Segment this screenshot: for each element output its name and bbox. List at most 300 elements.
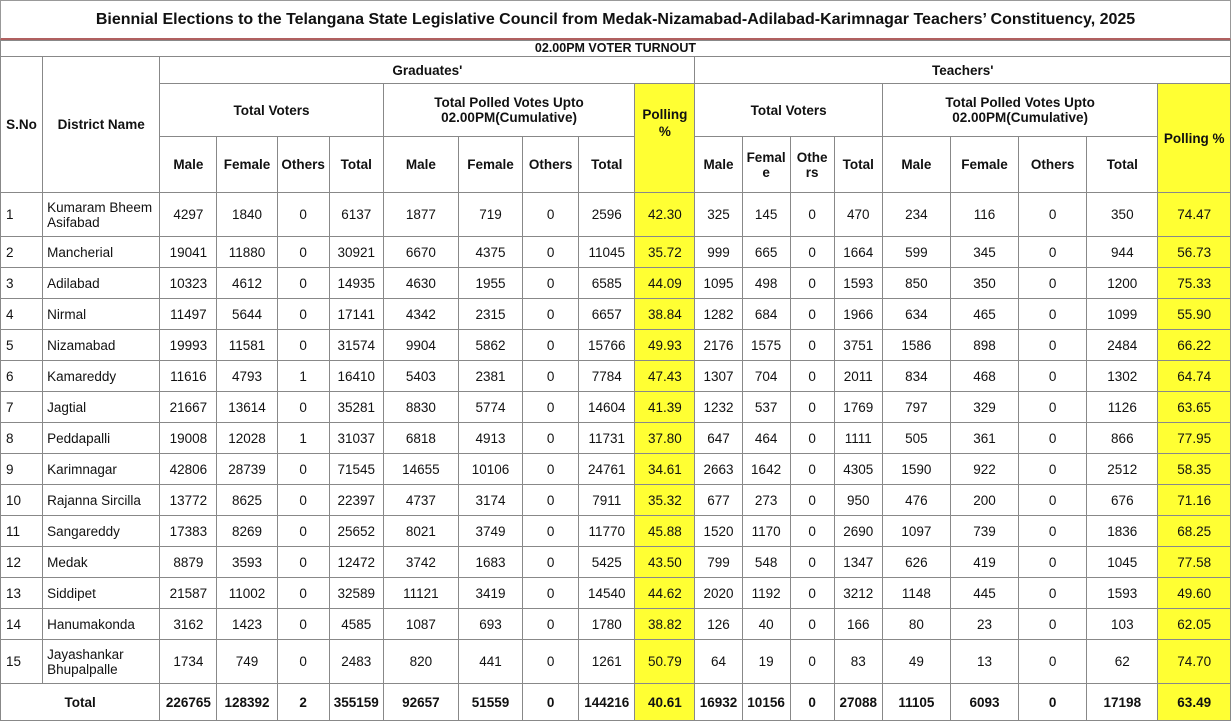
teach-value: 0 <box>790 578 834 609</box>
row-district: Nirmal <box>43 299 160 330</box>
teach-value: 476 <box>882 485 950 516</box>
teach-polling-value: 74.70 <box>1158 640 1231 684</box>
row-sno: 13 <box>1 578 43 609</box>
grad-value: 4630 <box>383 268 458 299</box>
grad-value: 6137 <box>329 193 383 237</box>
teach-value: 1575 <box>742 330 790 361</box>
teach-value: 866 <box>1087 423 1158 454</box>
table-row <box>1 423 1231 454</box>
col-header: Male <box>882 137 950 193</box>
teach-polled-line1: Total Polled Votes Upto <box>945 95 1095 110</box>
teach-polling-value: 68.25 <box>1158 516 1231 547</box>
teach-polling-value: 71.16 <box>1158 485 1231 516</box>
row-sno: 7 <box>1 392 43 423</box>
teach-value: 850 <box>882 268 950 299</box>
teach-value: 0 <box>790 485 834 516</box>
teach-value: 1232 <box>695 392 742 423</box>
teach-value: 0 <box>790 193 834 237</box>
grad-value: 14540 <box>579 578 635 609</box>
grad-value: 2315 <box>458 299 522 330</box>
teach-value: 834 <box>882 361 950 392</box>
teach-value: 1111 <box>834 423 882 454</box>
grad-value: 31574 <box>329 330 383 361</box>
teach-value: 0 <box>1019 330 1087 361</box>
row-sno: 4 <box>1 299 43 330</box>
teach-polling-value: 77.58 <box>1158 547 1231 578</box>
grad-total-value: 51559 <box>458 684 522 721</box>
teach-value: 3751 <box>834 330 882 361</box>
teach-value: 0 <box>790 454 834 485</box>
teach-value: 0 <box>1019 268 1087 299</box>
grad-value: 0 <box>277 454 329 485</box>
grad-value: 14604 <box>579 392 635 423</box>
teach-value: 13 <box>950 640 1018 684</box>
row-sno: 11 <box>1 516 43 547</box>
teach-value: 704 <box>742 361 790 392</box>
teach-value: 200 <box>950 485 1018 516</box>
grad-value: 0 <box>523 640 579 684</box>
grad-value: 1423 <box>217 609 277 640</box>
grad-value: 4612 <box>217 268 277 299</box>
teachers-header: Teachers' <box>695 57 1231 84</box>
grad-value: 0 <box>523 330 579 361</box>
grad-value: 1 <box>277 361 329 392</box>
teach-value: 0 <box>790 237 834 268</box>
teach-value: 465 <box>950 299 1018 330</box>
grad-value: 31037 <box>329 423 383 454</box>
grad-value: 0 <box>523 516 579 547</box>
teach-value: 677 <box>695 485 742 516</box>
grad-polling-value: 41.39 <box>635 392 695 423</box>
teach-value: 0 <box>1019 193 1087 237</box>
col-header: Male <box>383 137 458 193</box>
grad-value: 19041 <box>160 237 217 268</box>
row-district: Mancherial <box>43 237 160 268</box>
grad-value: 3174 <box>458 485 522 516</box>
grad-value: 10323 <box>160 268 217 299</box>
teach-value: 0 <box>790 547 834 578</box>
teach-value: 1170 <box>742 516 790 547</box>
teach-total-value: 10156 <box>742 684 790 721</box>
grad-value: 0 <box>523 237 579 268</box>
teach-value: 1099 <box>1087 299 1158 330</box>
teach-value: 647 <box>695 423 742 454</box>
grad-total-value: 2 <box>277 684 329 721</box>
grad-value: 8269 <box>217 516 277 547</box>
teach-value: 1642 <box>742 454 790 485</box>
teach-value: 1836 <box>1087 516 1158 547</box>
row-sno: 1 <box>1 193 43 237</box>
grad-value: 820 <box>383 640 458 684</box>
row-district: Jagtial <box>43 392 160 423</box>
teach-value: 944 <box>1087 237 1158 268</box>
teach-value: 464 <box>742 423 790 454</box>
teach-polling-header: Polling % <box>1158 84 1231 193</box>
teach-value: 498 <box>742 268 790 299</box>
grad-value: 0 <box>523 547 579 578</box>
teach-value: 445 <box>950 578 1018 609</box>
table-row <box>1 454 1231 485</box>
teach-polling-value: 75.33 <box>1158 268 1231 299</box>
grad-value: 0 <box>277 578 329 609</box>
teach-polled-header <box>882 84 1158 137</box>
grad-value: 14935 <box>329 268 383 299</box>
table-row <box>1 547 1231 578</box>
grad-value: 0 <box>523 609 579 640</box>
teach-value: 2011 <box>834 361 882 392</box>
row-district: Karimnagar <box>43 454 160 485</box>
teach-value: 676 <box>1087 485 1158 516</box>
grad-value: 6670 <box>383 237 458 268</box>
teach-value: 1966 <box>834 299 882 330</box>
grad-value: 0 <box>523 392 579 423</box>
teach-value: 1307 <box>695 361 742 392</box>
row-sno: 15 <box>1 640 43 684</box>
grad-value: 13614 <box>217 392 277 423</box>
grad-value: 16410 <box>329 361 383 392</box>
row-sno: 9 <box>1 454 43 485</box>
row-district: Jayashankar Bhupalpalle <box>43 640 160 684</box>
teach-value: 4305 <box>834 454 882 485</box>
grad-value: 5644 <box>217 299 277 330</box>
teach-value: 898 <box>950 330 1018 361</box>
grad-polling-value: 34.61 <box>635 454 695 485</box>
teach-value: 1664 <box>834 237 882 268</box>
grad-value: 7911 <box>579 485 635 516</box>
grad-value: 6657 <box>579 299 635 330</box>
row-district: Rajanna Sircilla <box>43 485 160 516</box>
grad-value: 4342 <box>383 299 458 330</box>
teach-polled-line2: 02.00PM(Cumulative) <box>952 110 1088 125</box>
teach-polling-value: 63.65 <box>1158 392 1231 423</box>
grad-value: 3749 <box>458 516 522 547</box>
grad-total-value: 92657 <box>383 684 458 721</box>
grad-value: 5403 <box>383 361 458 392</box>
table-row <box>1 237 1231 268</box>
teach-value: 599 <box>882 237 950 268</box>
teach-value: 325 <box>695 193 742 237</box>
teach-value: 797 <box>882 392 950 423</box>
grad-value: 0 <box>277 516 329 547</box>
grad-value: 0 <box>523 578 579 609</box>
row-district: Kamareddy <box>43 361 160 392</box>
grad-value: 0 <box>277 237 329 268</box>
table-row <box>1 361 1231 392</box>
teach-value: 1593 <box>834 268 882 299</box>
teach-value: 0 <box>1019 392 1087 423</box>
table-row <box>1 193 1231 237</box>
grad-polling-value: 38.82 <box>635 609 695 640</box>
grad-polling-value: 44.09 <box>635 268 695 299</box>
grad-value: 0 <box>277 609 329 640</box>
row-sno: 14 <box>1 609 43 640</box>
teach-value: 922 <box>950 454 1018 485</box>
teach-value: 0 <box>1019 485 1087 516</box>
table-row <box>1 609 1231 640</box>
subtitle: 02.00PM VOTER TURNOUT <box>1 41 1231 57</box>
grad-value: 17383 <box>160 516 217 547</box>
grad-value: 0 <box>277 193 329 237</box>
grad-polling-value: 49.93 <box>635 330 695 361</box>
row-district: Adilabad <box>43 268 160 299</box>
grad-value: 0 <box>277 268 329 299</box>
teach-total-value: 6093 <box>950 684 1018 721</box>
teach-polling-value: 55.90 <box>1158 299 1231 330</box>
col-header: Female <box>217 137 277 193</box>
teach-value: 83 <box>834 640 882 684</box>
row-sno: 5 <box>1 330 43 361</box>
teach-polling-value: 62.05 <box>1158 609 1231 640</box>
grad-value: 8879 <box>160 547 217 578</box>
teach-value: 0 <box>790 392 834 423</box>
teach-value: 0 <box>1019 640 1087 684</box>
teach-value: 1192 <box>742 578 790 609</box>
table-row <box>1 299 1231 330</box>
col-header: Female <box>458 137 522 193</box>
teach-value: 950 <box>834 485 882 516</box>
teach-value: 350 <box>950 268 1018 299</box>
grad-value: 2381 <box>458 361 522 392</box>
grad-value: 21587 <box>160 578 217 609</box>
teach-value: 361 <box>950 423 1018 454</box>
grad-value: 25652 <box>329 516 383 547</box>
teach-value: 1593 <box>1087 578 1158 609</box>
teach-value: 350 <box>1087 193 1158 237</box>
grad-value: 71545 <box>329 454 383 485</box>
teach-value: 0 <box>790 268 834 299</box>
col-header: Others <box>277 137 329 193</box>
district-header: District Name <box>43 57 160 193</box>
teach-polling-value: 58.35 <box>1158 454 1231 485</box>
grad-value: 719 <box>458 193 522 237</box>
grad-value: 3419 <box>458 578 522 609</box>
col-header: Total <box>834 137 882 193</box>
teach-value: 665 <box>742 237 790 268</box>
teach-value: 634 <box>882 299 950 330</box>
grad-value: 8021 <box>383 516 458 547</box>
grad-value: 14655 <box>383 454 458 485</box>
teach-value: 505 <box>882 423 950 454</box>
grad-value: 0 <box>277 392 329 423</box>
row-district: Hanumakonda <box>43 609 160 640</box>
col-header: Femal e <box>742 137 790 193</box>
grad-polling-value: 38.84 <box>635 299 695 330</box>
teach-value: 1347 <box>834 547 882 578</box>
teach-value: 0 <box>790 640 834 684</box>
teach-total-value: 27088 <box>834 684 882 721</box>
grad-value: 6818 <box>383 423 458 454</box>
grad-value: 11581 <box>217 330 277 361</box>
grad-value: 1087 <box>383 609 458 640</box>
graduates-header: Graduates' <box>160 57 695 84</box>
teach-polling-value: 64.74 <box>1158 361 1231 392</box>
grad-value: 21667 <box>160 392 217 423</box>
teach-value: 0 <box>1019 578 1087 609</box>
teach-value: 2484 <box>1087 330 1158 361</box>
grad-value: 17141 <box>329 299 383 330</box>
grad-value: 28739 <box>217 454 277 485</box>
row-district: Sangareddy <box>43 516 160 547</box>
teach-polling-value: 56.73 <box>1158 237 1231 268</box>
row-sno: 2 <box>1 237 43 268</box>
teach-total-value: 0 <box>1019 684 1087 721</box>
grad-value: 19008 <box>160 423 217 454</box>
teach-value: 799 <box>695 547 742 578</box>
grad-polling-value: 43.50 <box>635 547 695 578</box>
grad-value: 19993 <box>160 330 217 361</box>
teach-value: 1097 <box>882 516 950 547</box>
row-sno: 12 <box>1 547 43 578</box>
teach-value: 419 <box>950 547 1018 578</box>
grad-value: 749 <box>217 640 277 684</box>
grad-value: 0 <box>277 299 329 330</box>
grad-value: 30921 <box>329 237 383 268</box>
grad-value: 22397 <box>329 485 383 516</box>
grad-polling-header: Polling % <box>635 84 695 193</box>
grad-value: 11497 <box>160 299 217 330</box>
grad-value: 3162 <box>160 609 217 640</box>
grad-value: 7784 <box>579 361 635 392</box>
grad-total-value: 226765 <box>160 684 217 721</box>
teach-total-voters-header: Total Voters <box>695 84 882 137</box>
teach-value: 329 <box>950 392 1018 423</box>
grad-value: 4737 <box>383 485 458 516</box>
grad-value: 0 <box>277 330 329 361</box>
grad-value: 32589 <box>329 578 383 609</box>
teach-value: 0 <box>790 423 834 454</box>
grad-value: 0 <box>277 640 329 684</box>
grad-value: 4585 <box>329 609 383 640</box>
grad-polled-header <box>383 84 635 137</box>
col-header: Male <box>160 137 217 193</box>
col-header: Total <box>329 137 383 193</box>
teach-total-value: 17198 <box>1087 684 1158 721</box>
col-header: Others <box>1019 137 1087 193</box>
grad-value: 11045 <box>579 237 635 268</box>
teach-value: 23 <box>950 609 1018 640</box>
row-sno: 10 <box>1 485 43 516</box>
grad-polling-value: 44.62 <box>635 578 695 609</box>
grad-value: 0 <box>523 299 579 330</box>
teach-value: 345 <box>950 237 1018 268</box>
grad-value: 1780 <box>579 609 635 640</box>
grad-value: 10106 <box>458 454 522 485</box>
row-district: Siddipet <box>43 578 160 609</box>
col-header: Female <box>950 137 1018 193</box>
teach-value: 684 <box>742 299 790 330</box>
grad-value: 4793 <box>217 361 277 392</box>
teach-value: 470 <box>834 193 882 237</box>
grad-value: 693 <box>458 609 522 640</box>
table-row <box>1 392 1231 423</box>
teach-value: 49 <box>882 640 950 684</box>
col-header: Male <box>695 137 742 193</box>
grad-polling-value: 45.88 <box>635 516 695 547</box>
grad-value: 42806 <box>160 454 217 485</box>
row-sno: 3 <box>1 268 43 299</box>
teach-value: 999 <box>695 237 742 268</box>
table-row <box>1 578 1231 609</box>
teach-value: 1590 <box>882 454 950 485</box>
grad-value: 0 <box>523 361 579 392</box>
grad-value: 1 <box>277 423 329 454</box>
grad-polled-line1: Total Polled Votes Upto <box>434 95 584 110</box>
table-row <box>1 640 1231 684</box>
grad-value: 1840 <box>217 193 277 237</box>
table-row <box>1 330 1231 361</box>
grad-total-value: 355159 <box>329 684 383 721</box>
teach-total-value: 16932 <box>695 684 742 721</box>
teach-value: 40 <box>742 609 790 640</box>
teach-total-value: 0 <box>790 684 834 721</box>
grad-value: 2483 <box>329 640 383 684</box>
report-title: Biennial Elections to the Telangana State Legislative Council from Medak-Nizamabad-Adilabad-Karimnagar Teachers’ Constituency, 2025 <box>0 0 1231 40</box>
teach-polling-value: 49.60 <box>1158 578 1231 609</box>
grad-polling-value: 35.72 <box>635 237 695 268</box>
teach-polling-value: 77.95 <box>1158 423 1231 454</box>
teach-value: 2690 <box>834 516 882 547</box>
sno-header: S.No <box>1 57 43 193</box>
col-header: Others <box>523 137 579 193</box>
grad-total-value: 128392 <box>217 684 277 721</box>
teach-value: 626 <box>882 547 950 578</box>
grad-polling-value: 50.79 <box>635 640 695 684</box>
teach-value: 0 <box>1019 237 1087 268</box>
table-row <box>1 516 1231 547</box>
teach-value: 166 <box>834 609 882 640</box>
total-row <box>1 684 1231 721</box>
col-header: Total <box>1087 137 1158 193</box>
teach-value: 0 <box>1019 547 1087 578</box>
teach-polling-value: 74.47 <box>1158 193 1231 237</box>
grad-value: 1877 <box>383 193 458 237</box>
teach-value: 0 <box>1019 423 1087 454</box>
teach-value: 19 <box>742 640 790 684</box>
row-sno: 8 <box>1 423 43 454</box>
teach-value: 1126 <box>1087 392 1158 423</box>
teach-value: 0 <box>790 330 834 361</box>
row-district: Kumaram Bheem Asifabad <box>43 193 160 237</box>
grad-polling-value: 42.30 <box>635 193 695 237</box>
teach-value: 1148 <box>882 578 950 609</box>
grad-value: 3593 <box>217 547 277 578</box>
grad-value: 13772 <box>160 485 217 516</box>
grad-value: 441 <box>458 640 522 684</box>
grad-value: 11731 <box>579 423 635 454</box>
grad-polled-line2: 02.00PM(Cumulative) <box>441 110 577 125</box>
row-district: Medak <box>43 547 160 578</box>
teach-value: 64 <box>695 640 742 684</box>
grad-value: 0 <box>523 423 579 454</box>
grad-total-polling: 40.61 <box>635 684 695 721</box>
grad-value: 11880 <box>217 237 277 268</box>
teach-value: 1200 <box>1087 268 1158 299</box>
teach-value: 2663 <box>695 454 742 485</box>
turnout-table <box>0 40 1231 721</box>
grad-value: 8830 <box>383 392 458 423</box>
teach-value: 273 <box>742 485 790 516</box>
teach-value: 1520 <box>695 516 742 547</box>
grad-value: 1955 <box>458 268 522 299</box>
teach-value: 468 <box>950 361 1018 392</box>
table-row <box>1 268 1231 299</box>
teach-value: 103 <box>1087 609 1158 640</box>
teach-value: 2512 <box>1087 454 1158 485</box>
teach-value: 0 <box>790 516 834 547</box>
grad-polling-value: 35.32 <box>635 485 695 516</box>
grad-total-value: 0 <box>523 684 579 721</box>
grad-value: 4375 <box>458 237 522 268</box>
